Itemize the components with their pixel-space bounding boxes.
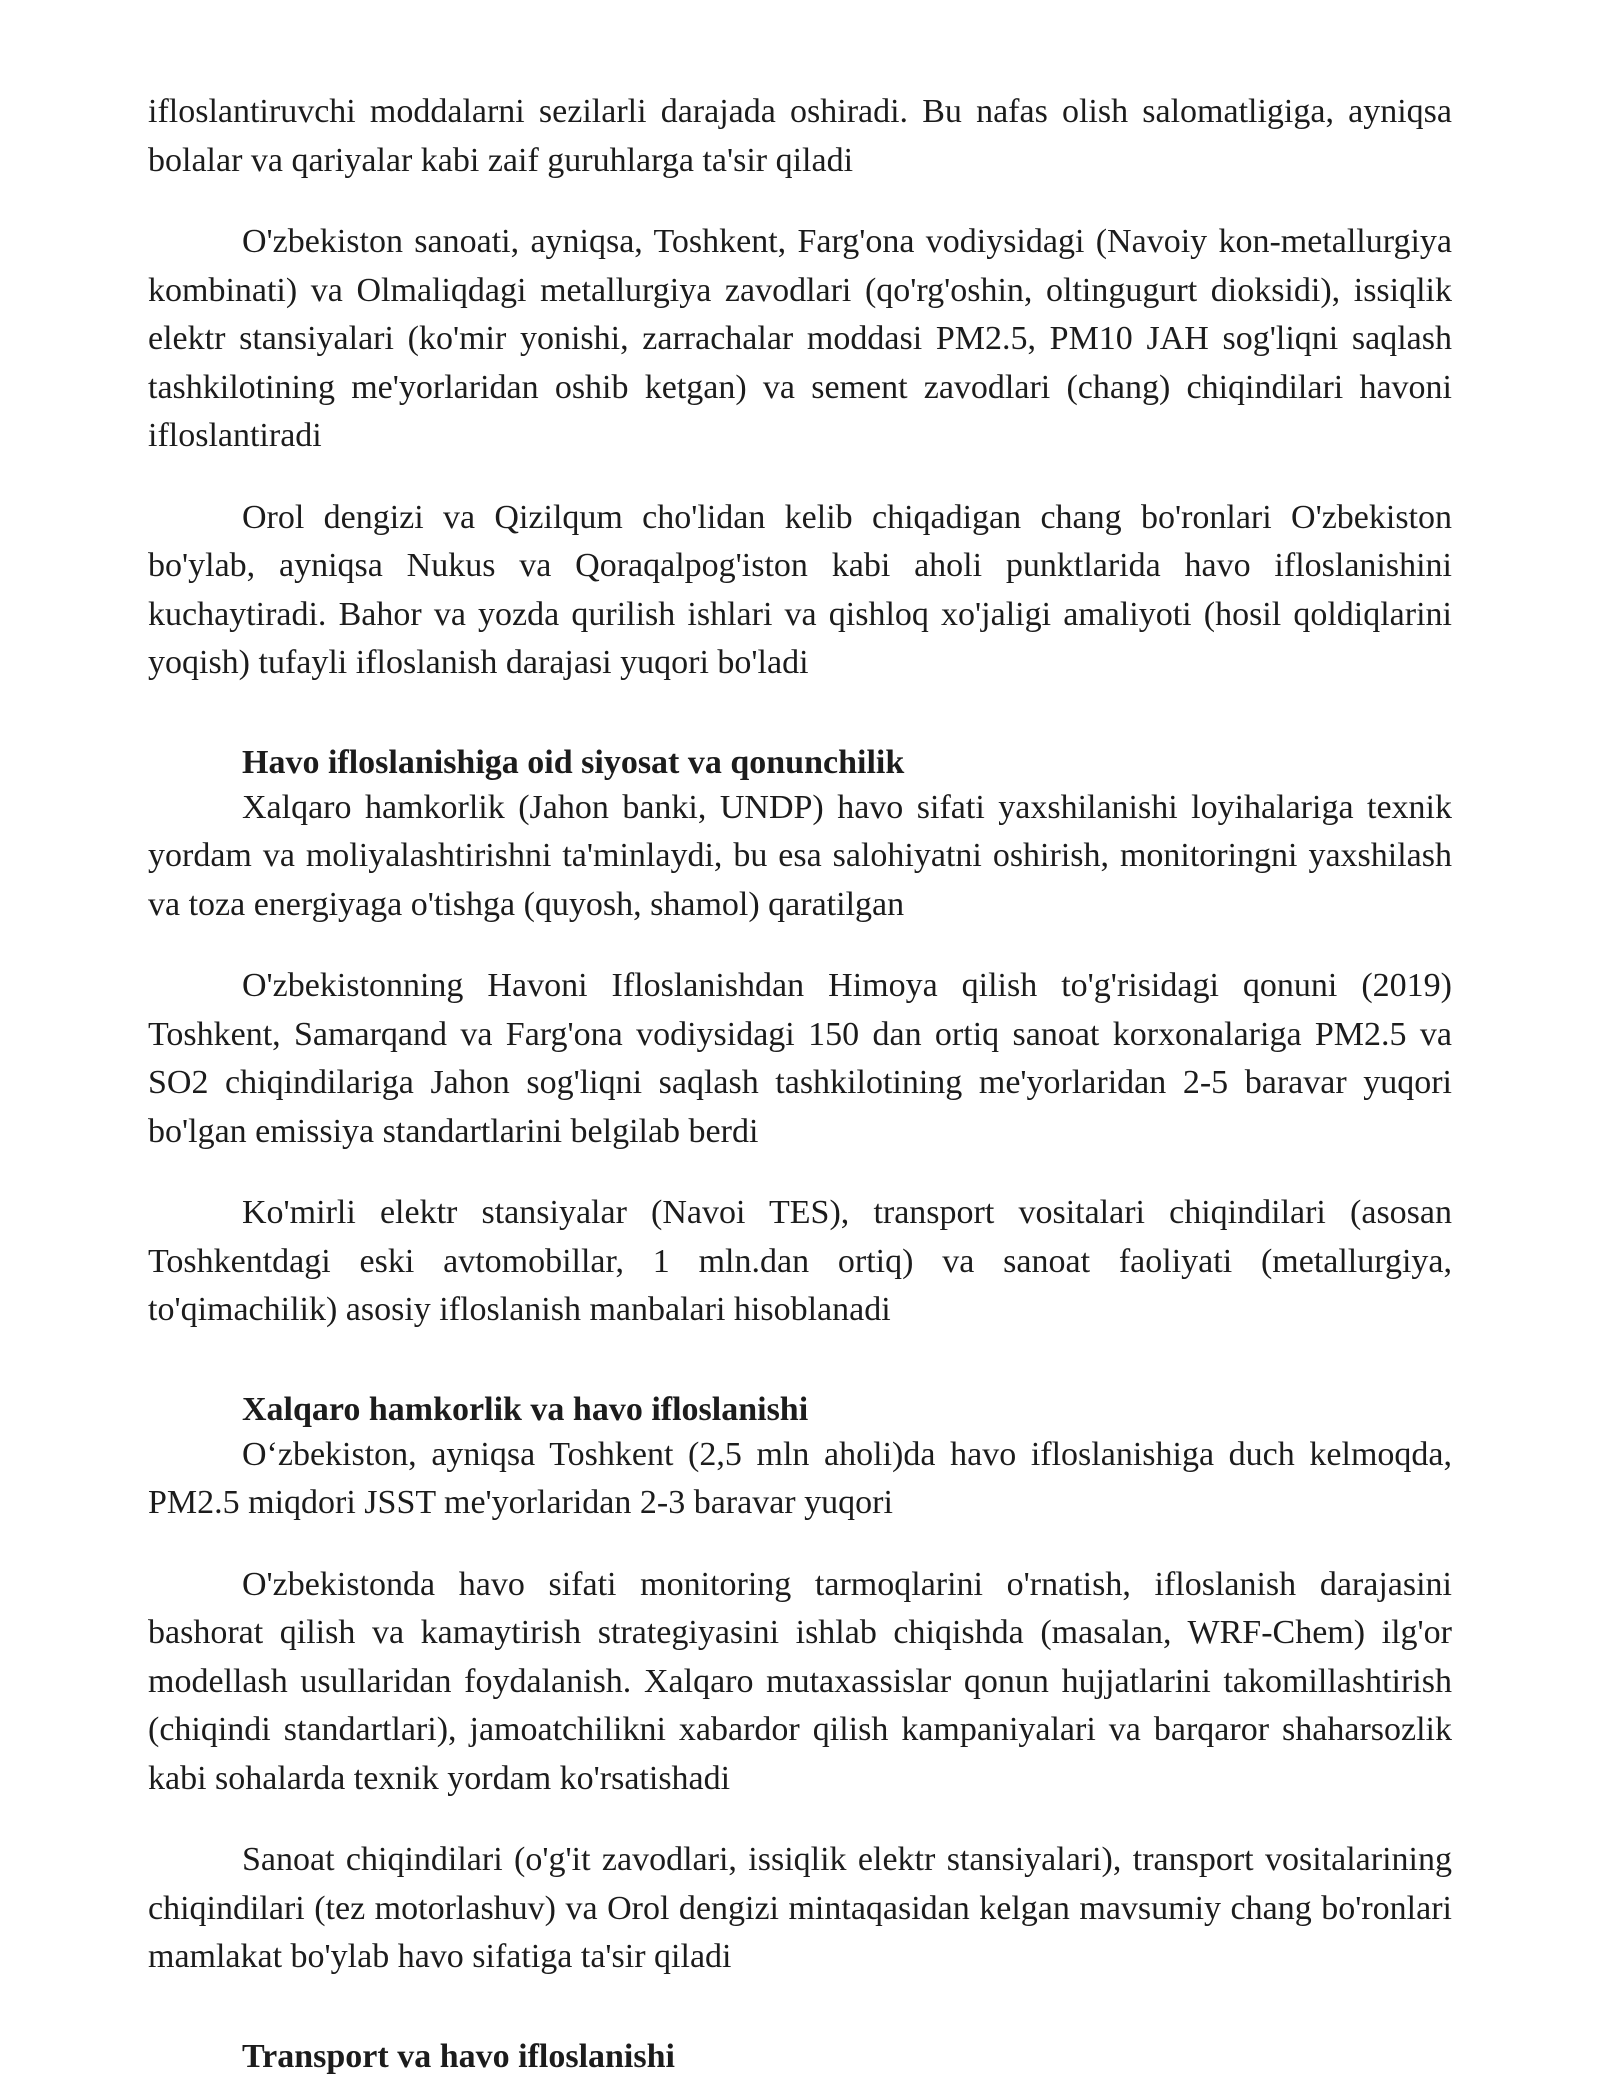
- paragraph-international-support: Xalqaro hamkorlik (Jahon banki, UNDP) havo sifati yaxshilanishi loyihalariga texnik yordam va moliyalashtirishni ta'minlaydi, bu esa salohiyatni oshirish, monitoringni yaxshilash va toza energiyaga o'tishga (quyosh, shamol) qaratilgan: [148, 788, 1452, 923]
- paragraph-emission-sources: Sanoat chiqindilari (o'g'it zavodlari, issiqlik elektr stansiyalari), transport vositalarining chiqindilari (tez motorlashuv) va Orol dengizi mintaqasidan kelgan mavsumiy chang bo'ronlari mamlakat bo'ylab havo sifatiga ta'sir qiladi: [148, 1841, 1452, 1975]
- paragraph-tashkent-pm25: O‘zbekiston, ayniqsa Toshkent (2,5 mln aholi)da havo ifloslanishiga duch kelmoqda, PM2.5 miqdori JSST me'yorlaridan 2-3 baravar yuqori: [148, 1435, 1452, 1521]
- paragraph-main-sources: Ko'mirli elektr stansiyalar (Navoi TES), transport vositalari chiqindilari (asosan Toshkentdagi eski avtomobillar, 1 mln.dan ortiq) va sanoat faoliyati (metallurgiya, to'qimachilik) asosiy ifloslanish manbalari hisoblanadi: [148, 1194, 1452, 1328]
- section-heading-cooperation: Xalqaro hamkorlik va havo ifloslanishi: [242, 1390, 809, 1428]
- paragraph-industry-pollution: O'zbekiston sanoati, ayniqsa, Toshkent, Farg'ona vodiysidagi (Navoiy kon-metallurgiya kombinati) va Olmaliqdagi metallurgiya zavodlari (qo'rg'oshin, oltingugurt dioksidi), issiqlik elektr stansiyalari (ko'mir yonishi, zarrachalar moddasi PM2.5, PM10 JAH sog'liqni saqlash tashkilotining me'yorlaridan oshib ketgan) va sement zavodlari (chang) chiqindilari havoni ifloslantiradi: [148, 223, 1452, 454]
- document-page: [148, 88, 1452, 2078]
- paragraph-dust-storms: Orol dengizi va Qizilqum cho'lidan kelib chiqadigan chang bo'ronlari O'zbekiston bo'ylab, ayniqsa Nukus va Qoraqalpog'iston kabi aholi punktlarida havo ifloslanishini kuchaytiradi. Bahor va yozda qurilish ishlari va qishloq xo'jaligi amaliyoti (hosil qoldiqlarini yoqish) tufayli ifloslanish darajasi yuqori bo'ladi: [148, 498, 1452, 681]
- paragraph-law-2019: O'zbekistonning Havoni Ifloslanishdan Himoya qilish to'g'risidagi qonuni (2019) Toshkent, Samarqand va Farg'ona vodiysidagi 150 dan ortiq sanoat korxonalariga PM2.5 va SO2 chiqindilariga Jahon sog'liqni saqlash tashkilotining me'yorlaridan 2-5 baravar yuqori bo'lgan emissiya standartlarini belgilab berdi: [148, 967, 1452, 1150]
- paragraph-monitoring: O'zbekistonda havo sifati monitoring tarmoqlarini o'rnatish, ifloslanish darajasini bashorat qilish va kamaytirish strategiyasini ishlab chiqishda (masalan, WRF-Chem) ilg'or modellash usullaridan foydalanish. Xalqaro mutaxassislar qonun hujjatlarini takomillashtirish (chiqindi standartlari), jamoatchilikni xabardor qilish kampaniyalari va barqaror shaharsozlik kabi sohalarda texnik yordam ko'rsatishadi: [148, 1565, 1452, 1797]
- section-heading-transport: Transport va havo ifloslanishi: [242, 2037, 675, 2075]
- section-heading-policy: Havo ifloslanishiga oid siyosat va qonunchilik: [242, 743, 905, 781]
- paragraph-continuation: ifloslantiruvchi moddalarni sezilarli darajada oshiradi. Bu nafas olish salomatligiga, ayniqsa bolalar va qariyalar kabi zaif guruhlarga ta'sir qiladi: [148, 93, 1452, 179]
